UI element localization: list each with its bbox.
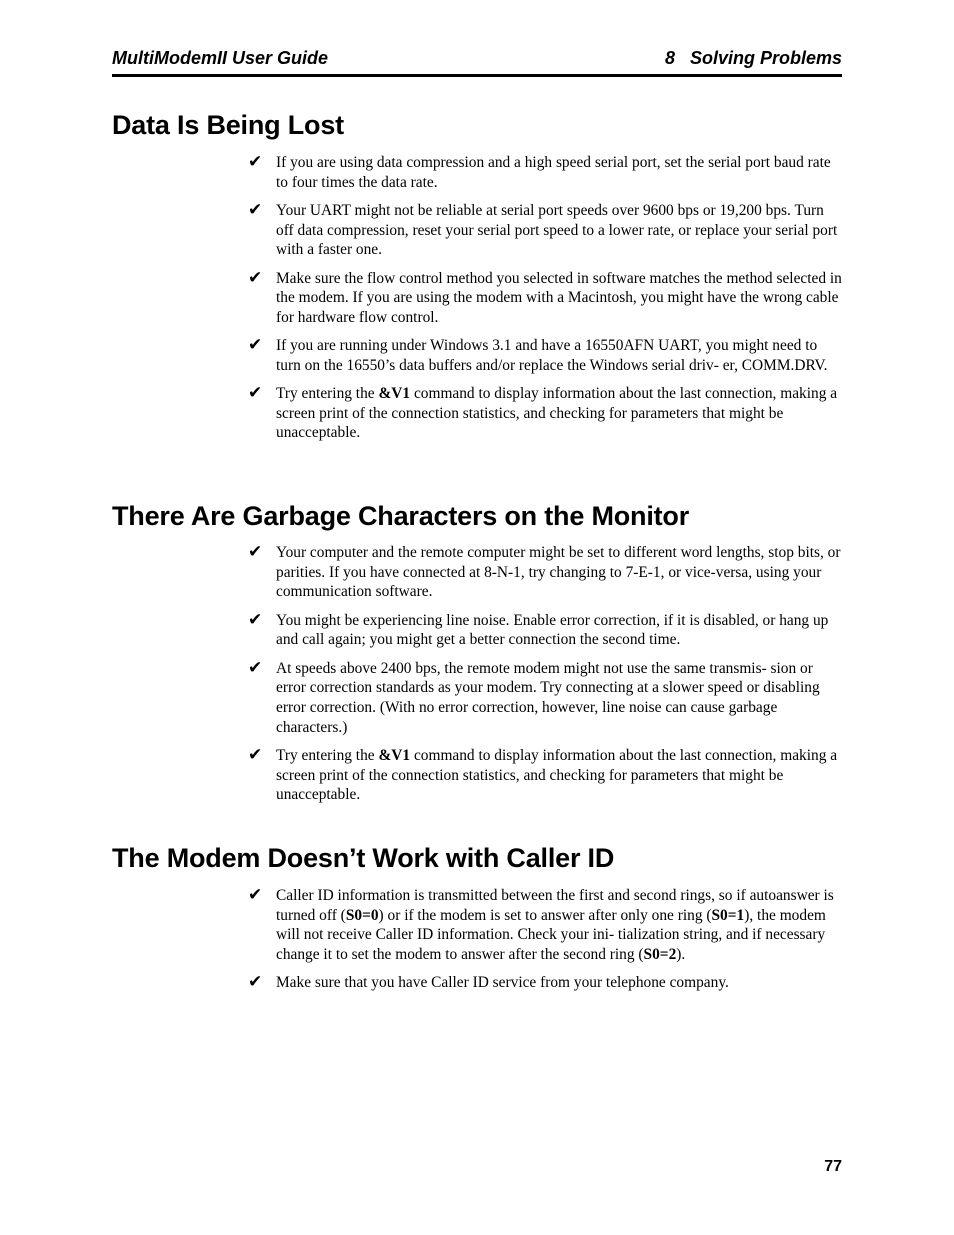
section-list-caller-id (248, 886, 844, 1002)
list-item-text (276, 544, 841, 600)
list-item (248, 153, 844, 192)
list-item (248, 886, 844, 965)
checkmark-icon: ✔ (248, 267, 263, 288)
section-list-data-lost (248, 153, 844, 452)
text-run: You might be experiencing line noise. Enable error correction, if it is disabled, or hang up and call again; you might get a better connection the second time. (276, 611, 829, 649)
command-code: S0=0 (345, 906, 379, 924)
list-item (248, 543, 844, 602)
list-item (248, 659, 844, 738)
checkmark-icon: ✔ (248, 542, 263, 562)
checkmark-icon: ✔ (248, 199, 263, 220)
command-code: S0=1 (711, 906, 745, 924)
list-item-text (276, 887, 834, 963)
list-item-text (276, 270, 842, 326)
command-code: &V1 (378, 385, 411, 403)
text-run: Try entering the (276, 746, 379, 764)
page-number: 77 (824, 1158, 842, 1175)
section-heading-data-lost: Data Is Being Lost (112, 110, 344, 140)
list-item (248, 973, 844, 993)
text-run: command to display information about the last connection, making a screen print of the connection statistics, and checking for parameters that might be unacceptable. (276, 385, 838, 442)
text-run: Your computer and the remote computer might be set to different word lengths, stop bits, or parities. If you have connected at 8-N-1, try changing to 7-E-1, or vice-versa, using your communication software. (276, 544, 841, 601)
command-code: S0=2 (643, 946, 677, 964)
list-item-text (276, 385, 837, 441)
text-run: If you are running under Windows 3.1 and have a 16550AFN UART, you might need to turn on the 16550’s data buffers and/or replace the Windows serial driv- er, COMM.DRV. (276, 337, 828, 374)
section-heading-caller-id: The Modem Doesn’t Work with Caller ID (112, 843, 615, 873)
running-header (112, 48, 842, 72)
text-run: command to display information about the last connection, making a screen print of the connection statistics, and checking for parameters that might be unacceptable. (276, 746, 838, 804)
checkmark-icon: ✔ (248, 657, 263, 678)
checkmark-icon: ✔ (248, 885, 263, 905)
checkmark-icon: ✔ (248, 744, 263, 765)
section-heading-garbage-characters: There Are Garbage Characters on the Monitor (112, 501, 690, 531)
list-item-text (276, 747, 837, 803)
checkmark-icon: ✔ (248, 609, 263, 630)
section-list-garbage-characters (248, 543, 844, 813)
list-item (248, 746, 844, 805)
command-code: &V1 (378, 746, 411, 764)
text-run: ). (676, 946, 686, 964)
list-item-text (276, 974, 729, 991)
list-item-text (276, 612, 828, 649)
text-run: Your UART might not be reliable at serial port speeds over 9600 bps or 19,200 bps. Turn off data compression, reset your serial port speed to a lower rate, or replace your serial port with a faster one. (276, 201, 838, 259)
text-run: Make sure that you have Caller ID service from your telephone company. (276, 974, 729, 992)
checkmark-icon: ✔ (248, 383, 263, 404)
list-item-text (276, 337, 827, 374)
text-run: ), the modem will not receive Caller ID information. Check your ini- tialization string, and if necessary change it to set the modem to answer after the second ring ( (276, 906, 826, 964)
header-rule (112, 74, 842, 77)
list-item-text (276, 660, 820, 736)
list-item (248, 201, 844, 260)
checkmark-icon: ✔ (248, 335, 263, 356)
list-item (248, 611, 844, 650)
list-item (248, 384, 844, 443)
list-item (248, 336, 844, 375)
header-chapter-title: 8 Solving Problems (664, 48, 842, 68)
header-guide-title: MultiModemII User Guide (112, 48, 329, 68)
text-run: Caller ID information is transmitted between the first and second rings, so if autoanswer is turned off ( (276, 887, 834, 924)
list-item-text (276, 202, 837, 258)
text-run: Try entering the (276, 385, 379, 403)
text-run: At speeds above 2400 bps, the remote modem might not use the same transmis- sion or error correction standards as your modem. Try connecting at a slower speed or disabling error correction. (With no error correction, however, line noise can cause garbage characters.) (276, 659, 820, 736)
checkmark-icon: ✔ (248, 972, 263, 993)
text-run: If you are using data compression and a high speed serial port, set the serial port baud rate to four times the data rate. (276, 154, 831, 191)
text-run: Make sure the flow control method you selected in software matches the method selected in the modem. If you are using the modem with a Macintosh, you might have the wrong cable for hardware flow control. (276, 269, 842, 326)
list-item (248, 269, 844, 328)
list-item-text (276, 154, 831, 191)
checkmark-icon: ✔ (248, 152, 263, 172)
text-run: ) or if the modem is set to answer after only one ring ( (378, 906, 712, 924)
